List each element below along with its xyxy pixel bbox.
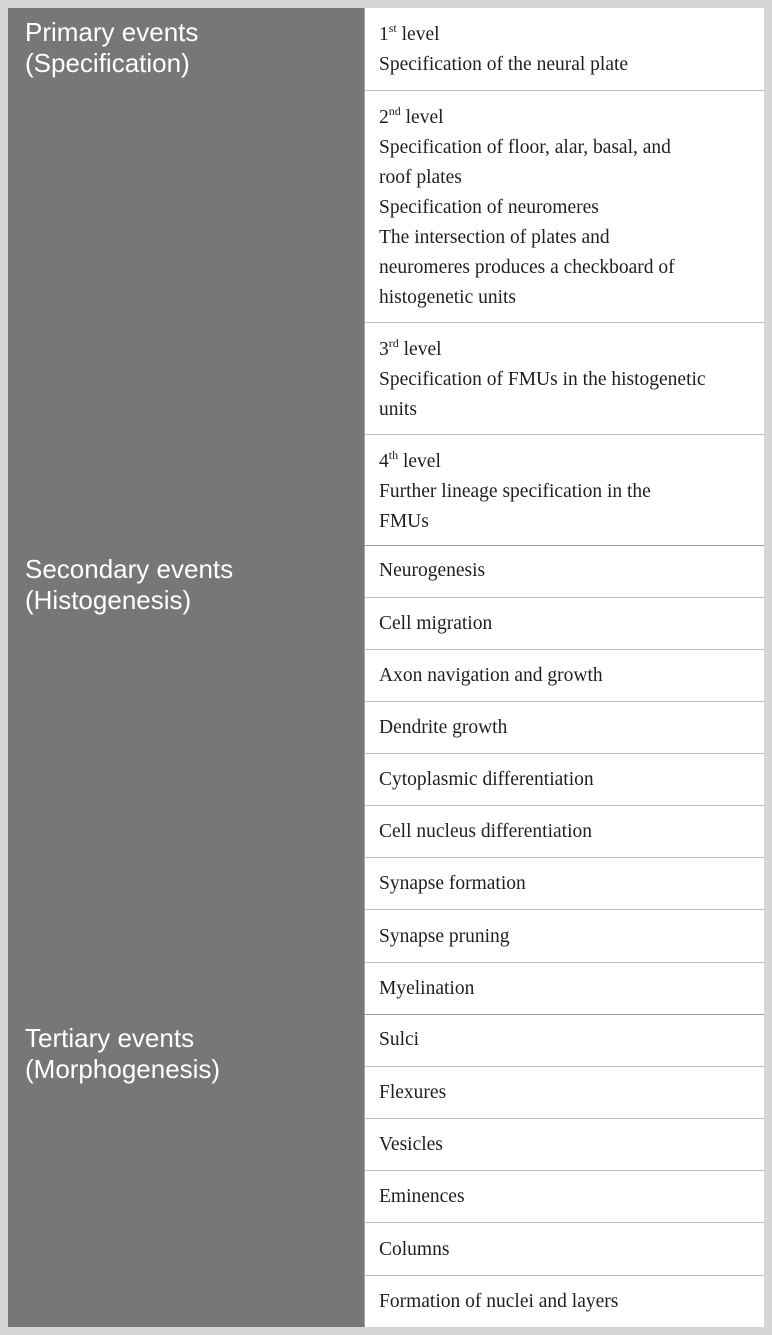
level-2-line: Specification of floor, alar, basal, and — [379, 137, 671, 158]
secondary-item: Neurogenesis — [379, 560, 486, 581]
secondary-events-title: Secondary events — [25, 554, 234, 584]
secondary-events-group — [8, 545, 764, 1014]
level-2-cell — [365, 90, 764, 322]
tertiary-events-group — [8, 1014, 764, 1327]
level-4-cell — [365, 434, 764, 545]
level-2-line: roof plates — [379, 167, 462, 188]
secondary-item: Cell nucleus differentiation — [365, 805, 764, 857]
primary-events-title: Primary events — [25, 17, 199, 47]
level-3-cell — [365, 322, 764, 434]
level-2-heading: 2nd level — [379, 103, 444, 128]
tertiary-events-heading — [8, 1014, 364, 1327]
level-3-line: Specification of FMUs in the histogenetic — [379, 369, 706, 390]
tertiary-item: Eminences — [365, 1170, 764, 1222]
tertiary-item: Vesicles — [365, 1118, 764, 1170]
level-4-line: FMUs — [379, 511, 429, 532]
tertiary-events-subtitle: (Morphogenesis) — [25, 1054, 221, 1084]
level-2-line: Specification of neuromeres — [379, 197, 599, 218]
level-4-line: Further lineage specification in the — [379, 481, 651, 502]
secondary-item: Cell migration — [365, 597, 764, 649]
level-3-line: units — [379, 399, 417, 420]
tertiary-item: Columns — [365, 1222, 764, 1275]
tertiary-events-title: Tertiary events — [25, 1023, 195, 1053]
primary-events-subtitle: (Specification) — [25, 48, 190, 78]
secondary-item: Synapse formation — [365, 857, 764, 909]
tertiary-item: Sulci — [379, 1029, 420, 1050]
secondary-item: Myelination — [365, 962, 764, 1014]
secondary-events-subtitle: (Histogenesis) — [25, 585, 192, 615]
level-1-cell — [365, 8, 764, 90]
secondary-item: Dendrite growth — [365, 701, 764, 753]
level-3-heading: 3rd level — [379, 335, 442, 360]
secondary-events-cells — [364, 545, 764, 1014]
level-2-line: The intersection of plates and — [379, 227, 610, 248]
primary-events-cells — [364, 8, 764, 545]
level-4-heading: 4th level — [379, 447, 441, 472]
level-2-line: histogenetic units — [379, 287, 517, 308]
tertiary-events-cells — [364, 1014, 764, 1327]
secondary-item: Synapse pruning — [365, 909, 764, 962]
tertiary-item: Flexures — [365, 1066, 764, 1118]
tertiary-item: Formation of nuclei and layers — [365, 1275, 764, 1327]
developmental-events-table — [8, 8, 764, 1327]
level-1-heading: 1st level — [379, 20, 440, 45]
level-2-line: neuromeres produces a checkboard of — [379, 257, 675, 278]
level-1-line: Specification of the neural plate — [379, 54, 629, 75]
secondary-item: Cytoplasmic differentiation — [365, 753, 764, 805]
primary-events-group — [8, 8, 764, 545]
secondary-events-heading — [8, 545, 364, 1014]
primary-events-heading — [8, 8, 364, 545]
secondary-item: Axon navigation and growth — [365, 649, 764, 701]
